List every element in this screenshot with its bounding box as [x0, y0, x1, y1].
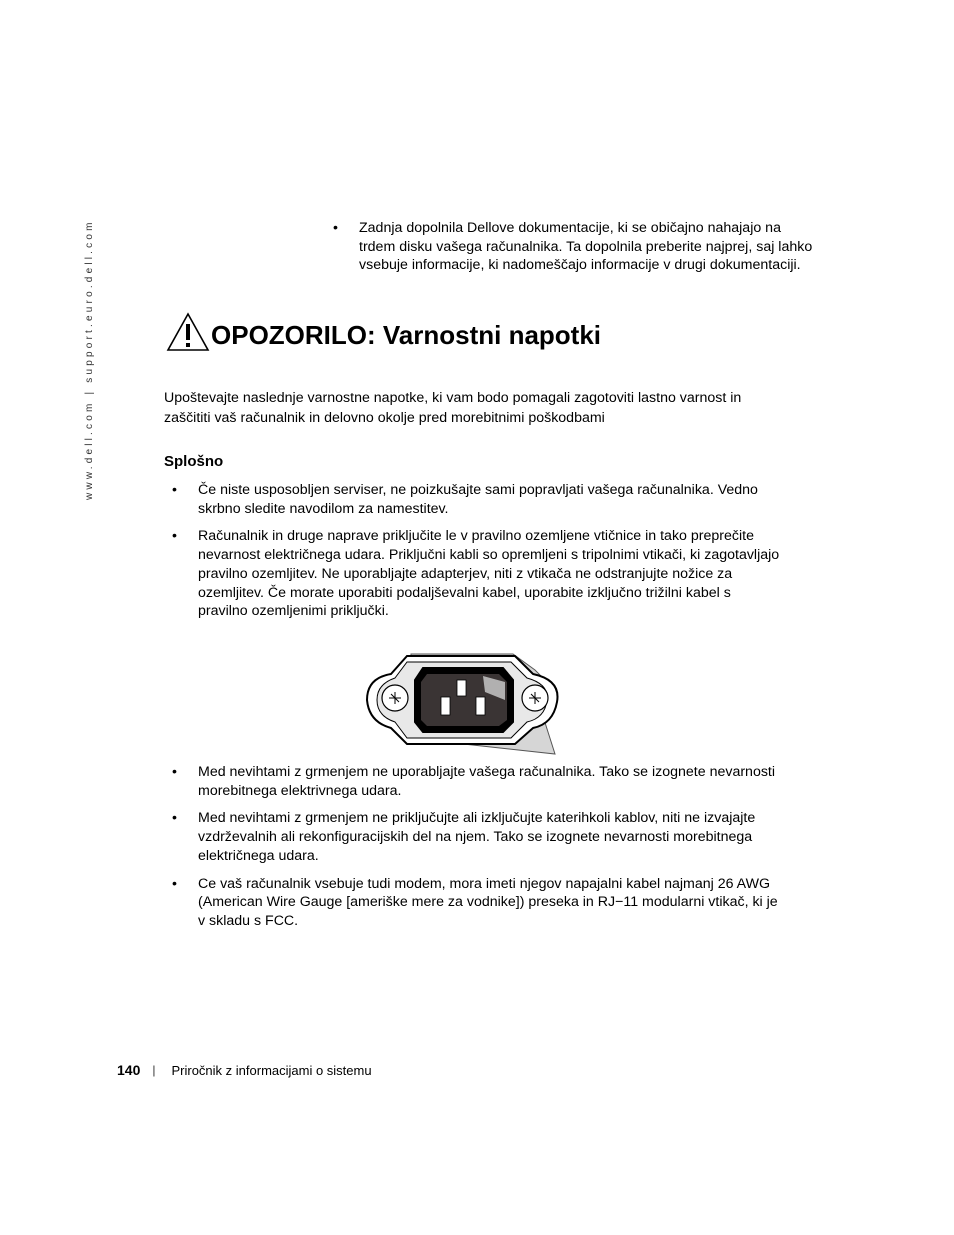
page-footer	[117, 1062, 372, 1078]
top-bullet	[333, 219, 813, 275]
page-number: 140	[117, 1062, 141, 1078]
bullet-dot: •	[172, 482, 177, 498]
list-item	[172, 481, 782, 518]
list-item	[172, 763, 782, 800]
top-bullet-text: Zadnja dopolnila Dellove dokumentacije, ki se običajno nahajajo na trdem disku vašega računalnika. Ta dopolnila preberite najprej, saj lahko vsebuje informacije, ki nadomeščajo informacije v drugi dokumentaciji.	[359, 220, 813, 274]
footer-separator: |	[152, 1063, 156, 1077]
side-url: www.dell.com | support.euro.dell.com	[84, 219, 95, 500]
bullet-dot: •	[172, 875, 177, 892]
bullet-dot: •	[333, 220, 338, 236]
list-item	[172, 527, 782, 621]
bullet-list-general	[172, 481, 782, 630]
warning-triangle-icon	[166, 312, 210, 352]
section-heading: Splošno	[164, 453, 224, 470]
list-item-text: Med nevihtami z grmenjem ne uporabljajte vašega računalnika. Tako se izognete nevarnosti morebitnega elektrivnega udara.	[198, 764, 776, 799]
list-item	[333, 219, 813, 275]
list-item-text: Med nevihtami z grmenjem ne priključujte ali izključujte katerihkoli kablov, niti ne izvajajte vzdrževalnih ali rekonfiguracijskih del na njem. Tako se izognete nevarnosti morebitnega električnega udara.	[198, 810, 756, 864]
list-item	[172, 875, 782, 931]
power-connector-illustration	[365, 652, 561, 756]
bullet-dot: •	[172, 764, 177, 780]
bullet-dot: •	[172, 528, 177, 545]
page-heading	[166, 312, 601, 352]
footer-title: Priročnik z informacijami o sistemu	[171, 1062, 372, 1078]
intro-paragraph: Upoštevajte naslednje varnostne napotke, ki vam bodo pomagali zagotoviti lastno varnost in zaščititi vaš računalnik in delovno okolje pred morebitnimi poškodbami	[164, 390, 742, 426]
list-item-text: Računalnik in druge naprave priključite le v pravilno ozemljene vtičnice in tako preprečite nevarnost električnega udara. Priključni kabli so opremljeni s tripolnimi vtikači, ki zagotavljajo pravilno ozemljitev. Ne uporabljajte adapterjev, niti z vtikača ne odstranjujte nožice za ozemljitev. Če morate uporabiti podaljševalni kabel, uporabite izključno trižilni kabel s pravilno ozemljenimi priključki.	[198, 528, 780, 620]
bullet-dot: •	[172, 810, 177, 827]
page-title: OPOZORILO: Varnostni napotki	[211, 320, 602, 350]
list-item-text: Če niste usposobljen serviser, ne poizkušajte sami popravljati vašega računalnika. Vedno skrbno sledite navodilom za namestitev.	[198, 482, 758, 517]
list-item	[172, 809, 782, 865]
bullet-list-storm	[172, 763, 782, 940]
list-item-text: Ce vaš računalnik vsebuje tudi modem, mora imeti njegov napajalni kabel najmanj 26 AWG (American Wire Gauge [ameriške mere za vodnike]) preseka in RJ−11 modularni vtikač, ki je v skladu s FCC.	[198, 875, 778, 929]
